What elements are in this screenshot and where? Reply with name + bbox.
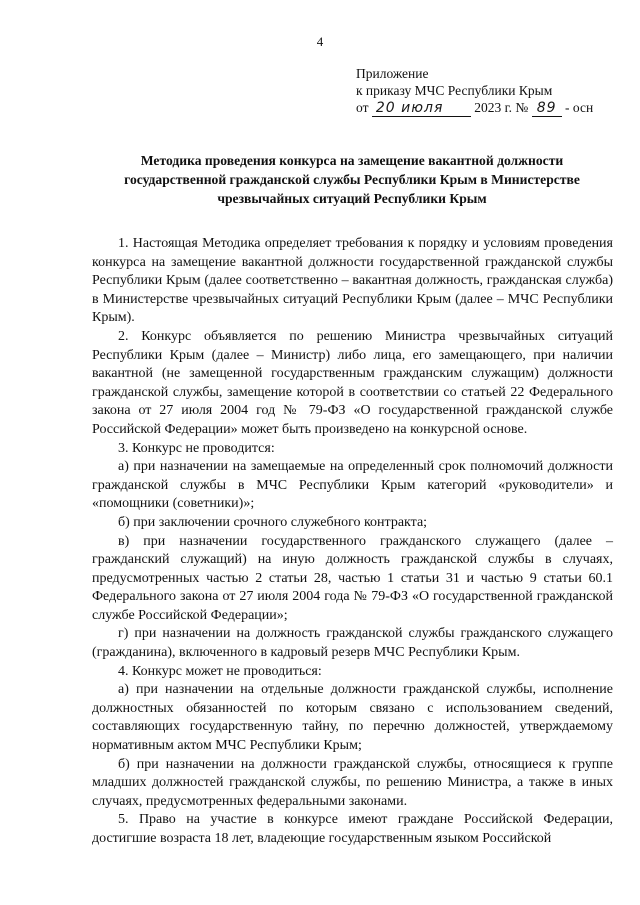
document-title: Методика проведения конкурса на замещение вакантной должности государственной гражданской службы Республики Крым в Министерстве чрезвычайных ситуаций Республики Крым — [124, 153, 580, 206]
paragraph-4a: а) при назначении на отдельные должности гражданской службы, исполнение должностных обязанностей по которым связано с использованием сведений, составляющих государственную тайну, по перечню должностей, утверждаемому нормативным актом МЧС Республики Крым; — [92, 682, 613, 754]
handwritten-number: 89 — [532, 100, 562, 117]
appendix-block — [356, 65, 593, 117]
paragraph-3a: а) при назначении на замещаемые на определенный срок полномочий должности гражданской службы в МЧС Республики Крым категорий «руководители» и «помощники (советники)»; — [92, 459, 613, 512]
paragraph-5: 5. Право на участие в конкурсе имеют граждане Российской Федерации, достигшие возраста 18 лет, владеющие государственным языком Российской — [92, 812, 613, 846]
paragraph-3d: г) при назначении на должность гражданской службы гражданского служащего (гражданина), включенного в кадровый резерв МЧС Республики Крым. — [92, 626, 613, 661]
appendix-order-reference: к приказу МЧС Республики Крым — [356, 83, 553, 98]
paragraph-3c: в) при назначении государственного гражданского служащего (далее – гражданский служащий) на иную должность гражданской службы в случаях, предусмотренных частью 2 статьи 28, частью 1 статьи 31 и частью 9 статьи 60.1 Федерального закона от 27 июля 2004 года № 79-ФЗ «О государственной гражданской службе Российской Федерации»; — [92, 533, 613, 623]
year-text: 2023 г. № — [474, 100, 529, 115]
paragraph-4b: б) при назначении на должности гражданской службы, относящиеся к группе младших должностей гражданской службы, по решению Министра, а также в иных случаях, предусмотренных федеральными законами. — [92, 756, 613, 809]
handwritten-date: 20 июля — [372, 100, 471, 117]
date-prefix: от — [356, 100, 369, 115]
paragraph-1: 1. Настоящая Методика определяет требования к порядку и условиям проведения конкурса на замещение вакантной должности государственной гражданской службы Республики Крым (далее соответственно – вакантная должность, гражданская служба) в Министерстве чрезвычайных ситуаций Республики Крым (далее – МЧС Республики Крым). — [92, 236, 613, 326]
number-suffix: - осн — [565, 100, 594, 115]
appendix-date-line — [356, 99, 593, 117]
paragraph-3: 3. Конкурс не проводится: — [118, 440, 275, 456]
paragraph-2: 2. Конкурс объявляется по решению Министра чрезвычайных ситуаций Республики Крым (далее – Министр) либо лица, его замещающего, при наличии вакантной (не замещенной государственным гражданским служащим) должности гражданской службы, замещение которой в соответствии со статьей 22 Федерального закона от 27 июля 2004 год № 79-ФЗ «О государственной гражданской службе Российской Федерации» может быть произведено на конкурсной основе. — [92, 328, 613, 437]
document-body — [92, 235, 613, 849]
page-number: 4 — [316, 34, 324, 49]
paragraph-3b: б) при заключении срочного служебного контракта; — [118, 514, 428, 530]
paragraph-4: 4. Конкурс может не проводиться: — [118, 663, 322, 679]
appendix-label: Приложение — [356, 66, 429, 81]
